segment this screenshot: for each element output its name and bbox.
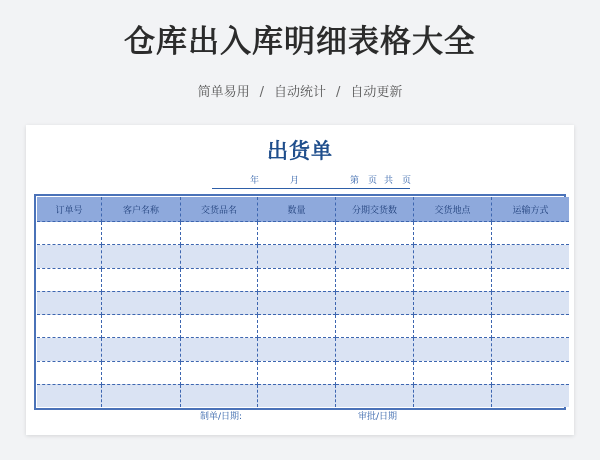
table-cell[interactable]: [102, 268, 181, 291]
table-cell[interactable]: [414, 222, 492, 245]
table-cell[interactable]: [37, 361, 102, 384]
table-cell[interactable]: [181, 338, 258, 361]
table-cell[interactable]: [492, 361, 570, 384]
table-cell[interactable]: [181, 222, 258, 245]
table-cell[interactable]: [102, 384, 181, 407]
table-cell[interactable]: [492, 315, 570, 338]
table-row: [37, 291, 569, 314]
table-cell[interactable]: [37, 222, 102, 245]
table-row: [37, 361, 569, 384]
column-header-transport: 运输方式: [492, 197, 570, 222]
table-body: [37, 222, 569, 408]
table-cell[interactable]: [37, 245, 102, 268]
approved-by-label: 审批/日期: [358, 412, 398, 422]
table-cell[interactable]: [258, 291, 336, 314]
table-row: [37, 315, 569, 338]
table-cell[interactable]: [102, 245, 181, 268]
month-label: 月: [290, 176, 300, 186]
tag-auto-update: 自动更新: [350, 85, 403, 100]
table-cell[interactable]: [414, 315, 492, 338]
table-cell[interactable]: [492, 222, 570, 245]
year-label: 年: [250, 176, 260, 186]
table-cell[interactable]: [258, 268, 336, 291]
table-cell[interactable]: [258, 361, 336, 384]
table-row: [37, 222, 569, 245]
table-cell[interactable]: [37, 291, 102, 314]
table-cell[interactable]: [102, 361, 181, 384]
column-header-customer: 客户名称: [102, 197, 181, 222]
table-cell[interactable]: [414, 245, 492, 268]
table-cell[interactable]: [258, 245, 336, 268]
tag-separator: /: [259, 85, 264, 100]
table-cell[interactable]: [414, 291, 492, 314]
table-cell[interactable]: [258, 315, 336, 338]
column-header-quantity: 数量: [258, 197, 336, 222]
table-cell[interactable]: [181, 361, 258, 384]
table-cell[interactable]: [258, 222, 336, 245]
page-number-label: 第: [350, 176, 360, 186]
column-header-installment-qty: 分期交货数: [336, 197, 414, 222]
table-cell[interactable]: [37, 268, 102, 291]
table-cell[interactable]: [37, 338, 102, 361]
table-cell[interactable]: [102, 338, 181, 361]
table-cell[interactable]: [336, 222, 414, 245]
tag-auto-statistics: 自动统计: [273, 85, 326, 100]
table-cell[interactable]: [414, 384, 492, 407]
prepared-by-label: 制单/日期:: [200, 412, 243, 422]
table-cell[interactable]: [181, 384, 258, 407]
table-cell[interactable]: [102, 222, 181, 245]
table-cell[interactable]: [336, 384, 414, 407]
table-row: [37, 338, 569, 361]
table-cell[interactable]: [414, 338, 492, 361]
column-header-order-no: 订单号: [37, 197, 102, 222]
table-cell[interactable]: [336, 315, 414, 338]
tag-easy-to-use: 简单易用: [197, 85, 250, 100]
tag-separator: /: [336, 85, 341, 100]
pages-label: 页: [402, 176, 412, 186]
table-row: [37, 245, 569, 268]
table-cell[interactable]: [102, 291, 181, 314]
table-cell[interactable]: [181, 315, 258, 338]
page-title: 仓库出入库明细表格大全: [124, 24, 476, 60]
document-title: 出货单: [267, 139, 333, 163]
page-label: 页: [368, 176, 378, 186]
table-cell[interactable]: [336, 245, 414, 268]
table-row: [37, 384, 569, 407]
column-header-delivery-place: 交货地点: [414, 197, 492, 222]
date-page-line: [212, 175, 410, 189]
document-sheet: [26, 125, 574, 435]
table-cell[interactable]: [258, 384, 336, 407]
table-cell[interactable]: [492, 245, 570, 268]
table-cell[interactable]: [336, 268, 414, 291]
table-cell[interactable]: [181, 268, 258, 291]
total-label: 共: [384, 176, 394, 186]
table-cell[interactable]: [336, 361, 414, 384]
column-header-product: 交货品名: [181, 197, 258, 222]
table-cell[interactable]: [492, 291, 570, 314]
shipment-table: [37, 197, 569, 407]
table-header-row: [37, 197, 569, 222]
table-cell[interactable]: [492, 268, 570, 291]
table-cell[interactable]: [336, 291, 414, 314]
table-cell[interactable]: [181, 245, 258, 268]
table-cell[interactable]: [492, 338, 570, 361]
shipment-table-frame: [34, 194, 566, 410]
table-cell[interactable]: [414, 361, 492, 384]
table-cell[interactable]: [258, 338, 336, 361]
feature-tags: [0, 84, 600, 102]
table-cell[interactable]: [414, 268, 492, 291]
table-cell[interactable]: [181, 291, 258, 314]
table-cell[interactable]: [102, 315, 181, 338]
table-row: [37, 268, 569, 291]
table-cell[interactable]: [336, 338, 414, 361]
table-cell[interactable]: [37, 315, 102, 338]
table-cell[interactable]: [37, 384, 102, 407]
table-cell[interactable]: [492, 384, 570, 407]
